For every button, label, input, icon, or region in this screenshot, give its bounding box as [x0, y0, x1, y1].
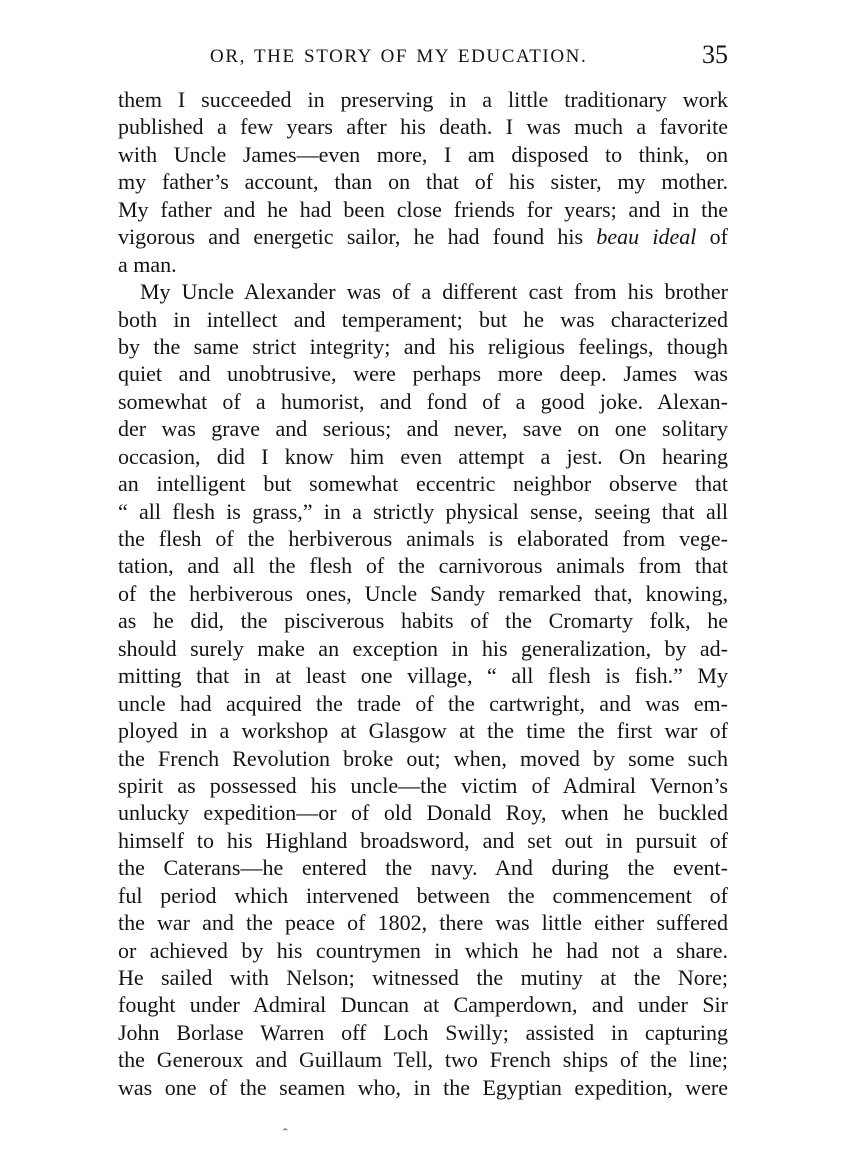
page-number: 35	[702, 40, 728, 69]
paragraph-end-line: a man.	[118, 251, 177, 277]
text-line: them I succeeded in preserving in a little traditionary work	[118, 87, 728, 112]
paragraph-first-line: My Uncle Alexander was of a different cast from his brother	[140, 279, 728, 305]
text-line: somewhat of a humorist, and fond of a good joke. Alexan-	[118, 388, 728, 414]
text-line: the French Revolution broke out; when, moved by some such	[118, 745, 728, 771]
text-line: mitting that in at least one village, “ all flesh is fish.” My	[118, 663, 728, 689]
text-line: ful period which intervened between the commencement of	[118, 882, 728, 908]
text-segment: vigorous and energetic sailor, he had found his	[118, 224, 597, 250]
running-head	[118, 40, 728, 76]
text-line: occasion, did I know him even attempt a jest. On hearing	[118, 443, 728, 469]
text-line: the Caterans—he entered the navy. And during the event-	[118, 855, 728, 881]
text-line: by the same strict integrity; and his religious feelings, though	[118, 333, 728, 359]
text-line: tation, and all the flesh of the carnivorous animals from that	[118, 553, 728, 579]
text-line: should surely make an exception in his generalization, by ad-	[118, 635, 728, 661]
text-line: fought under Admiral Duncan at Camperdown, and under Sir	[118, 992, 728, 1018]
text-line: “ all flesh is grass,” in a strictly physical sense, seeing that all	[118, 498, 728, 524]
text-line: unlucky expedition—or of old Donald Roy, when he buckled	[118, 800, 728, 826]
text-line-with-italic	[118, 223, 728, 250]
signature-mark: ˆ	[283, 1127, 288, 1142]
italic-phrase: beau ideal	[596, 224, 697, 250]
text-line: both in intellect and temperament; but he was characterized	[118, 306, 728, 332]
text-line: the Generoux and Guillaum Tell, two French ships of the line;	[118, 1047, 728, 1073]
text-line: himself to his Highland broadsword, and set out in pursuit of	[118, 827, 728, 853]
text-line: published a few years after his death. I was much a favorite	[118, 114, 728, 140]
text-line: the war and the peace of 1802, there was little either suffered	[118, 910, 728, 936]
text-line: ployed in a workshop at Glasgow at the time the first war of	[118, 718, 728, 744]
text-line: He sailed with Nelson; witnessed the mutiny at the Nore;	[118, 965, 728, 990]
text-line: John Borlase Warren off Loch Swilly; assisted in capturing	[118, 1019, 728, 1045]
text-segment: of	[696, 224, 728, 250]
text-line: or achieved by his countrymen in which he had not a share.	[118, 937, 728, 963]
text-line: der was grave and serious; and never, save on one solitary	[118, 416, 728, 442]
text-line: quiet and unobtrusive, were perhaps more deep. James was	[118, 361, 728, 387]
text-line: was one of the seamen who, in the Egyptian expedition, were	[118, 1074, 728, 1100]
text-line: of the herbiverous ones, Uncle Sandy remarked that, knowing,	[118, 580, 728, 606]
text-line: the flesh of the herbiverous animals is elaborated from vege-	[118, 526, 728, 551]
text-line: as he did, the pisciverous habits of the Cromarty folk, he	[118, 608, 728, 634]
text-line: spirit as possessed his uncle—the victim of Admiral Vernon’s	[118, 772, 728, 798]
text-line: with Uncle James—even more, I am disposed to think, on	[118, 141, 728, 167]
text-line: My father and he had been close friends for years; and in the	[118, 196, 728, 222]
body-text	[118, 86, 728, 1101]
running-title: OR, THE STORY OF MY EDUCATION.	[210, 46, 588, 67]
text-line: my father’s account, than on that of his sister, my mother.	[118, 169, 728, 195]
text-line: uncle had acquired the trade of the cartwright, and was em-	[118, 690, 728, 716]
text-line: an intelligent but somewhat eccentric neighbor observe that	[118, 471, 728, 497]
